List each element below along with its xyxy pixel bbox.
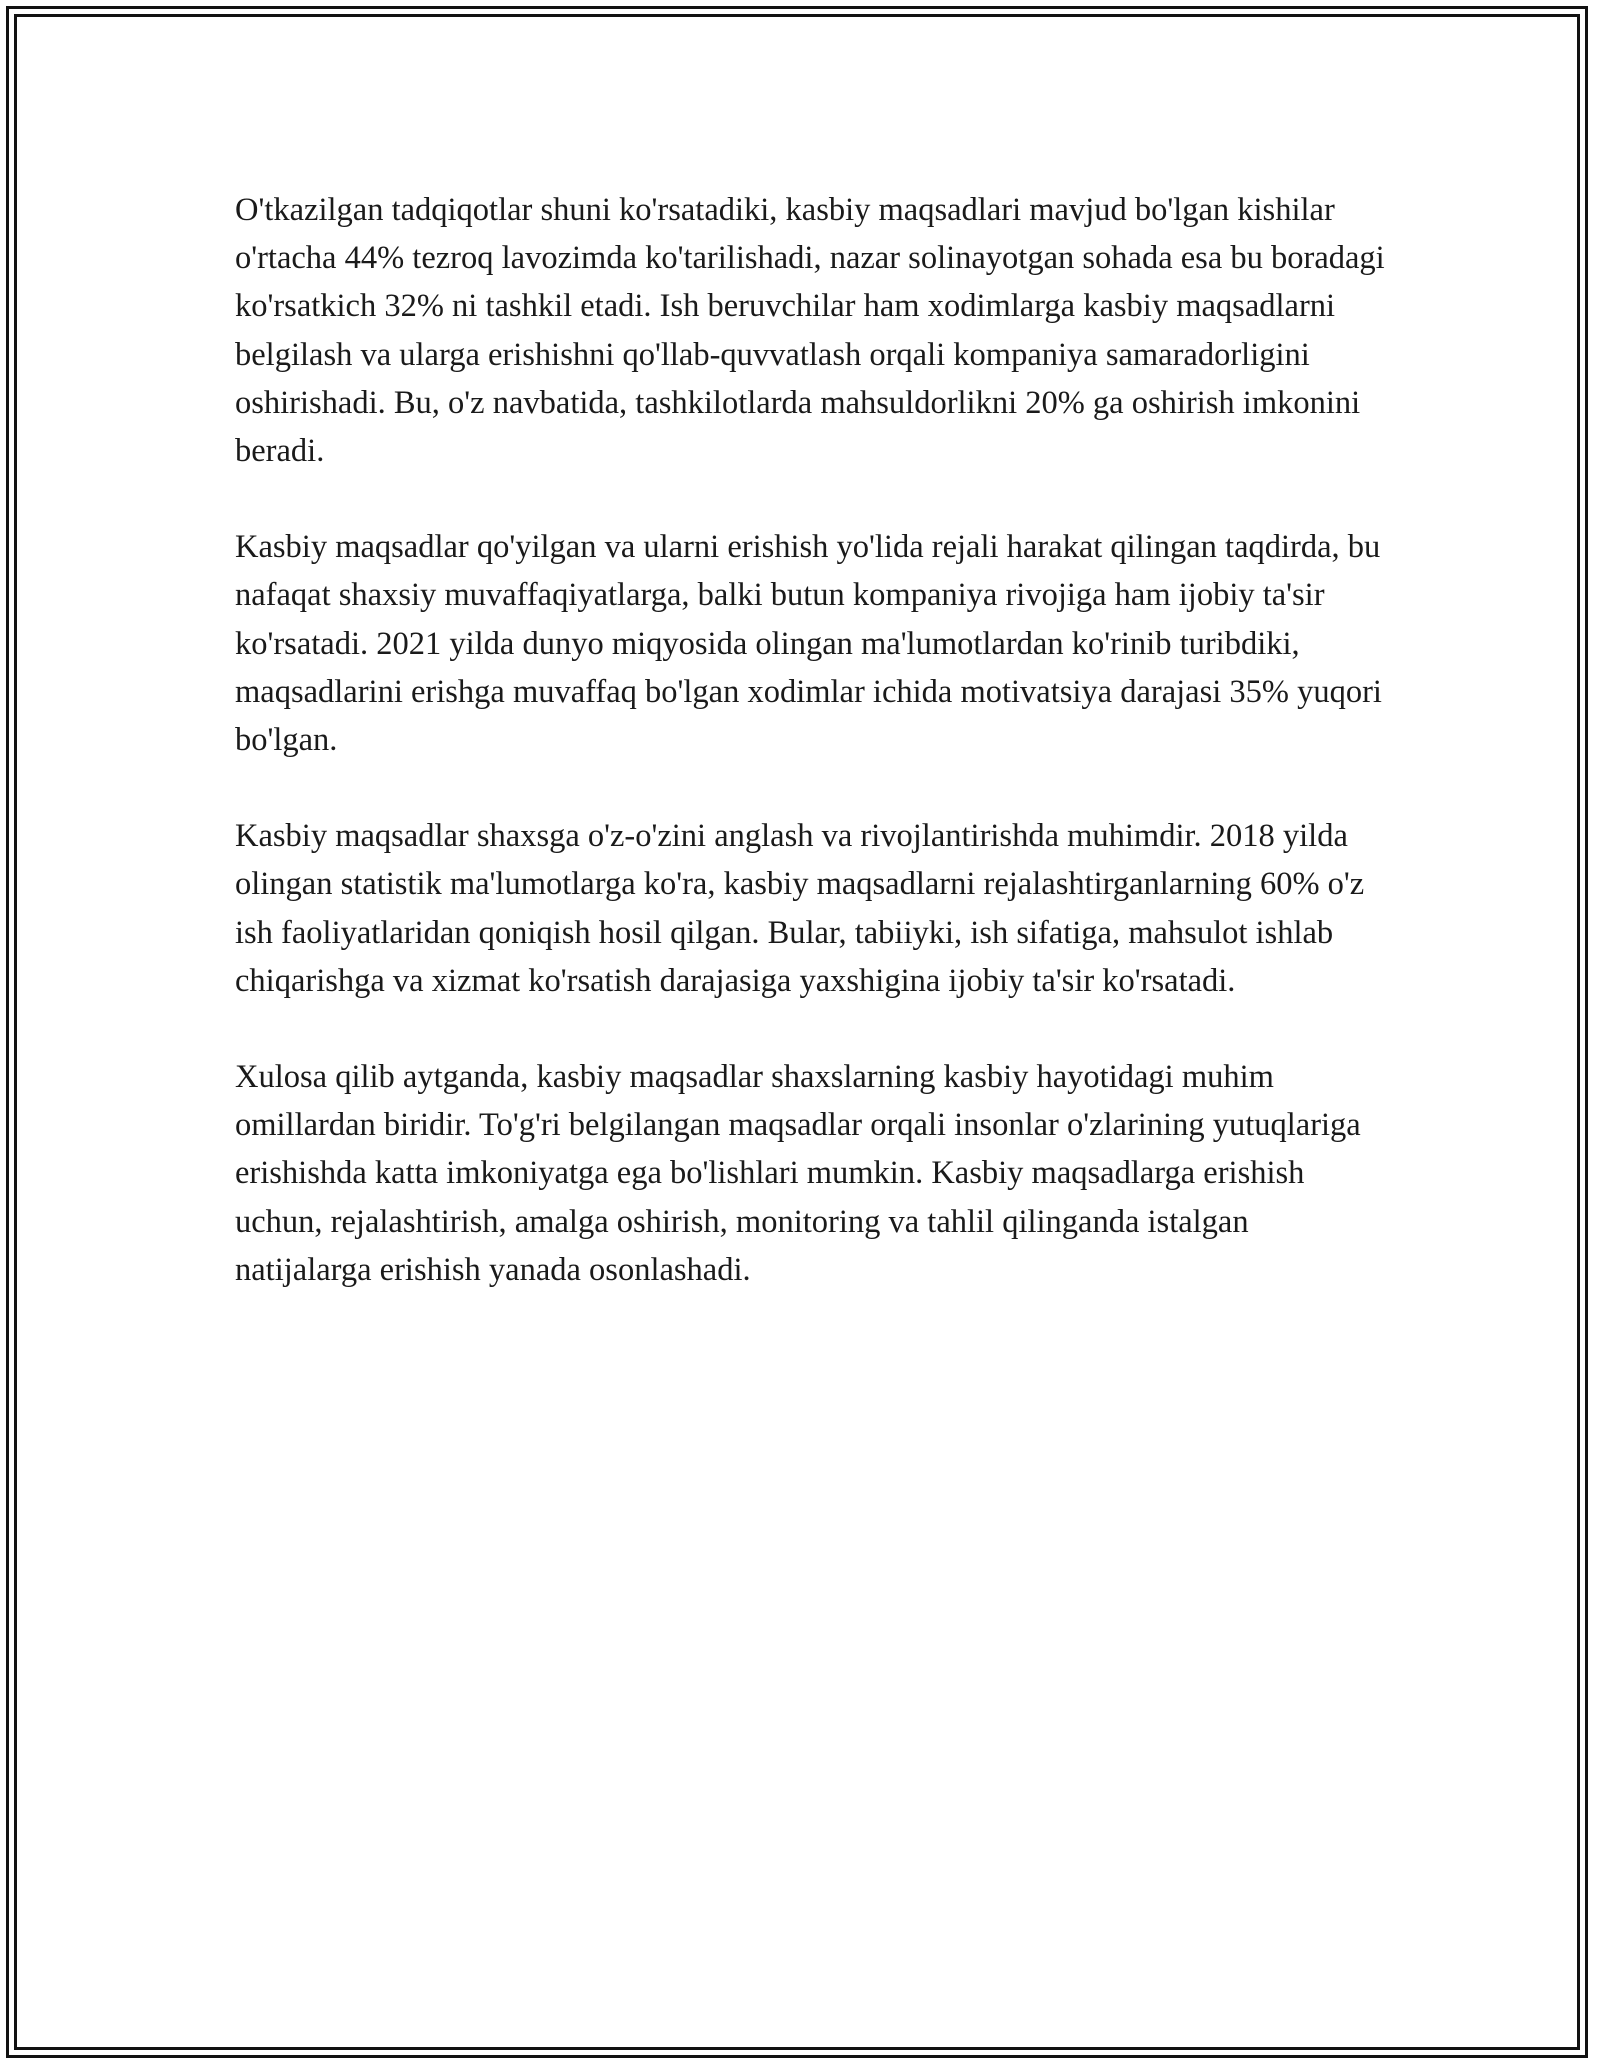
paragraph-2: Kasbiy maqsadlar qo'yilgan va ularni erishish yo'lida rejali harakat qilingan taqdirda, bu nafaqat shaxsiy muvaffaqiyatlarga, balki butun kompaniya rivojiga ham ijobiy ta'sir ko'rsatadi. 2021 yilda dunyo miqyosida olingan ma'lumotlardan ko'rinib turibdiki, maqsadlarini erishga muvaffaq bo'lgan xodimlar ichida motivatsiya darajasi 35% yuqori bo'lgan. (235, 529, 1382, 759)
document-body (235, 186, 1385, 1342)
paragraph-4: Xulosa qilib aytganda, kasbiy maqsadlar shaxslarning kasbiy hayotidagi muhim omillardan biridir. To'g'ri belgilangan maqsadlar orqali insonlar o'zlarining yutuqlariga erishishda katta imkoniyatga ega bo'lishlari mumkin. Kasbiy maqsadlarga erishish uchun, rejalashtirish, amalga oshirish, monitoring va tahlil qilinganda istalgan natijalarga erishish yanada osonlashadi. (235, 1059, 1361, 1288)
paragraph-3: Kasbiy maqsadlar shaxsga o'z-o'zini anglash va rivojlantirishda muhimdir. 2018 yilda olingan statistik ma'lumotlarga ko'ra, kasbiy maqsadlarni rejalashtirganlarning 60% o'z ish faoliyatlaridan qoniqish hosil qilgan. Bular, tabiiyki, ish sifatiga, mahsulot ishlab chiqarishga va xizmat ko'rsatish darajasiga yaxshigina ijobiy ta'sir ko'rsatadi. (235, 818, 1365, 999)
paragraph-1: O'tkazilgan tadqiqotlar shuni ko'rsatadiki, kasbiy maqsadlari mavjud bo'lgan kishilar o'rtacha 44% tezroq lavozimda ko'tarilishadi, nazar solinayotgan sohada esa bu boradagi ko'rsatkich 32% ni tashkil etadi. Ish beruvchilar ham xodimlarga kasbiy maqsadlarni belgilash va ularga erishishni qo'llab-quvvatlash orqali kompaniya samaradorligini oshirishadi. Bu, o'z navbatida, tashkilotlarda mahsuldorlikni 20% ga oshirish imkonini beradi. (235, 192, 1385, 470)
